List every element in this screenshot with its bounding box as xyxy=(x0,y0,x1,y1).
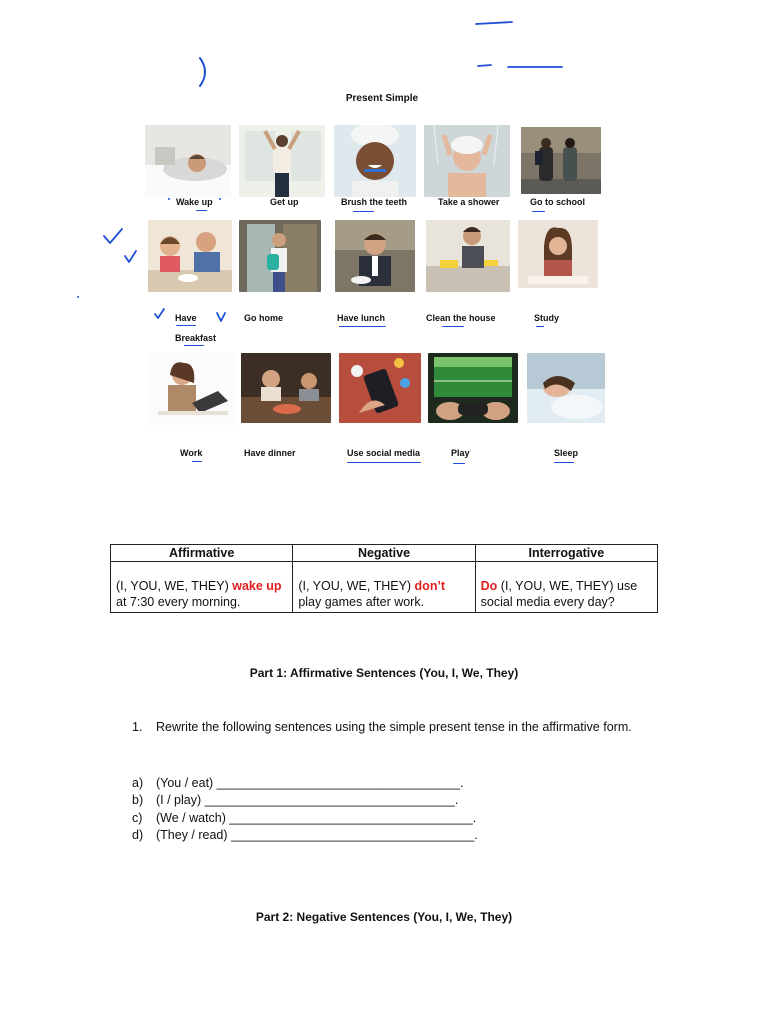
activity-caption: Have lunch xyxy=(337,313,386,323)
affirmative-example-cell xyxy=(111,562,293,613)
verb-highlight: wake up xyxy=(232,579,282,593)
pen-underline xyxy=(532,211,545,212)
pen-dash-top-right xyxy=(470,16,520,30)
pen-underline xyxy=(347,462,421,463)
activity-caption: Wake up xyxy=(176,197,213,207)
pen-underline xyxy=(196,210,207,211)
auxiliary-highlight: don’t xyxy=(414,579,446,593)
photo-man-cleaning-kitchen xyxy=(426,220,510,292)
photo-hands-holding-phone xyxy=(339,353,421,423)
exercise-item[interactable] xyxy=(132,793,458,807)
photo-man-waking-in-bed xyxy=(145,125,231,197)
activity-caption: Take a shower xyxy=(438,197,500,207)
part1-heading: Part 1: Affirmative Sentences (You, I, We, They) xyxy=(249,666,519,680)
item-prompt[interactable]: (You / eat) ___________________________________. xyxy=(156,776,464,790)
photo-woman-working-laptop xyxy=(148,353,236,425)
column-header-interrogative: Interrogative xyxy=(475,545,657,562)
activity-caption: Get up xyxy=(270,197,299,207)
pen-underline xyxy=(339,326,386,327)
pen-underline xyxy=(536,326,544,327)
photo-girl-studying xyxy=(518,220,598,288)
item-prompt[interactable]: (We / watch) ___________________________________. xyxy=(156,811,477,825)
item-letter: d) xyxy=(132,828,144,842)
pen-underline xyxy=(442,326,464,327)
negative-example-cell xyxy=(293,562,475,613)
activity-caption: Sleep xyxy=(554,448,579,458)
pen-underline xyxy=(176,325,196,326)
pen-underline xyxy=(192,461,202,462)
photo-family-dinner xyxy=(241,353,331,423)
photo-woman-in-shower xyxy=(424,125,510,197)
subject-text: (I, YOU, WE, THEY) xyxy=(298,579,415,593)
activity-caption: Have dinner xyxy=(244,448,296,458)
pen-underline xyxy=(353,211,374,212)
activity-caption: Study xyxy=(534,313,560,323)
column-header-negative: Negative xyxy=(293,545,475,562)
activity-caption: Go home xyxy=(244,313,284,323)
exercise-item[interactable] xyxy=(132,811,476,825)
activity-caption: Go to school xyxy=(530,197,585,207)
photo-family-breakfast xyxy=(148,220,232,292)
grammar-summary-table xyxy=(110,544,658,613)
pen-underline xyxy=(554,462,574,463)
activity-caption-line2: Breakfast xyxy=(175,333,217,343)
sentence-rest: play games after work. xyxy=(298,595,425,609)
activity-caption: Play xyxy=(451,448,470,458)
activity-caption: Work xyxy=(180,448,203,458)
activity-caption: Clean the house xyxy=(426,313,496,323)
activity-caption: Have xyxy=(175,313,197,323)
instruction-number: 1. xyxy=(132,720,143,734)
part1-instruction xyxy=(132,720,632,734)
pen-dash-short xyxy=(474,58,498,72)
photo-woman-stretching xyxy=(239,125,325,197)
checkmark-icon xyxy=(100,226,126,248)
pen-dash-long xyxy=(504,58,568,72)
photo-girl-arriving-home xyxy=(239,220,321,292)
auxiliary-highlight: Do xyxy=(480,579,498,593)
item-letter: a) xyxy=(132,776,144,790)
activity-grid xyxy=(140,120,620,475)
exercise-item[interactable] xyxy=(132,776,463,790)
sentence-rest: (I, YOU, WE, THEY) use social media every day? xyxy=(480,579,638,609)
photo-students-walking xyxy=(521,127,601,194)
instruction-text: Rewrite the following sentences using the simple present tense in the affirmative form. xyxy=(156,720,632,734)
photo-playing-video-game xyxy=(428,353,518,423)
item-letter: c) xyxy=(132,811,143,825)
item-prompt[interactable]: (I / play) ____________________________________. xyxy=(156,793,459,807)
table-row xyxy=(111,562,658,613)
photo-man-having-lunch xyxy=(335,220,415,292)
sentence-rest: at 7:30 every morning. xyxy=(116,595,241,609)
activity-caption: Use social media xyxy=(347,448,421,458)
subject-text: (I, YOU, WE, THEY) xyxy=(116,579,233,593)
worksheet-title: Present Simple xyxy=(345,93,419,104)
column-header-affirmative: Affirmative xyxy=(111,545,293,562)
bracket-mark-icon xyxy=(194,54,218,94)
photo-woman-sleeping xyxy=(527,353,605,423)
item-prompt[interactable]: (They / read) ___________________________________. xyxy=(156,828,478,842)
pen-underline xyxy=(453,463,465,464)
item-letter: b) xyxy=(132,793,144,807)
part2-heading: Part 2: Negative Sentences (You, I, We, They) xyxy=(255,910,513,924)
activity-caption: Brush the teeth xyxy=(341,197,408,207)
pen-underline xyxy=(184,345,204,346)
photo-woman-brushing-teeth xyxy=(334,125,416,197)
checkmark-icon xyxy=(122,248,140,266)
interrogative-example-cell xyxy=(475,562,657,613)
pen-dot xyxy=(74,293,82,301)
exercise-item[interactable] xyxy=(132,828,478,842)
